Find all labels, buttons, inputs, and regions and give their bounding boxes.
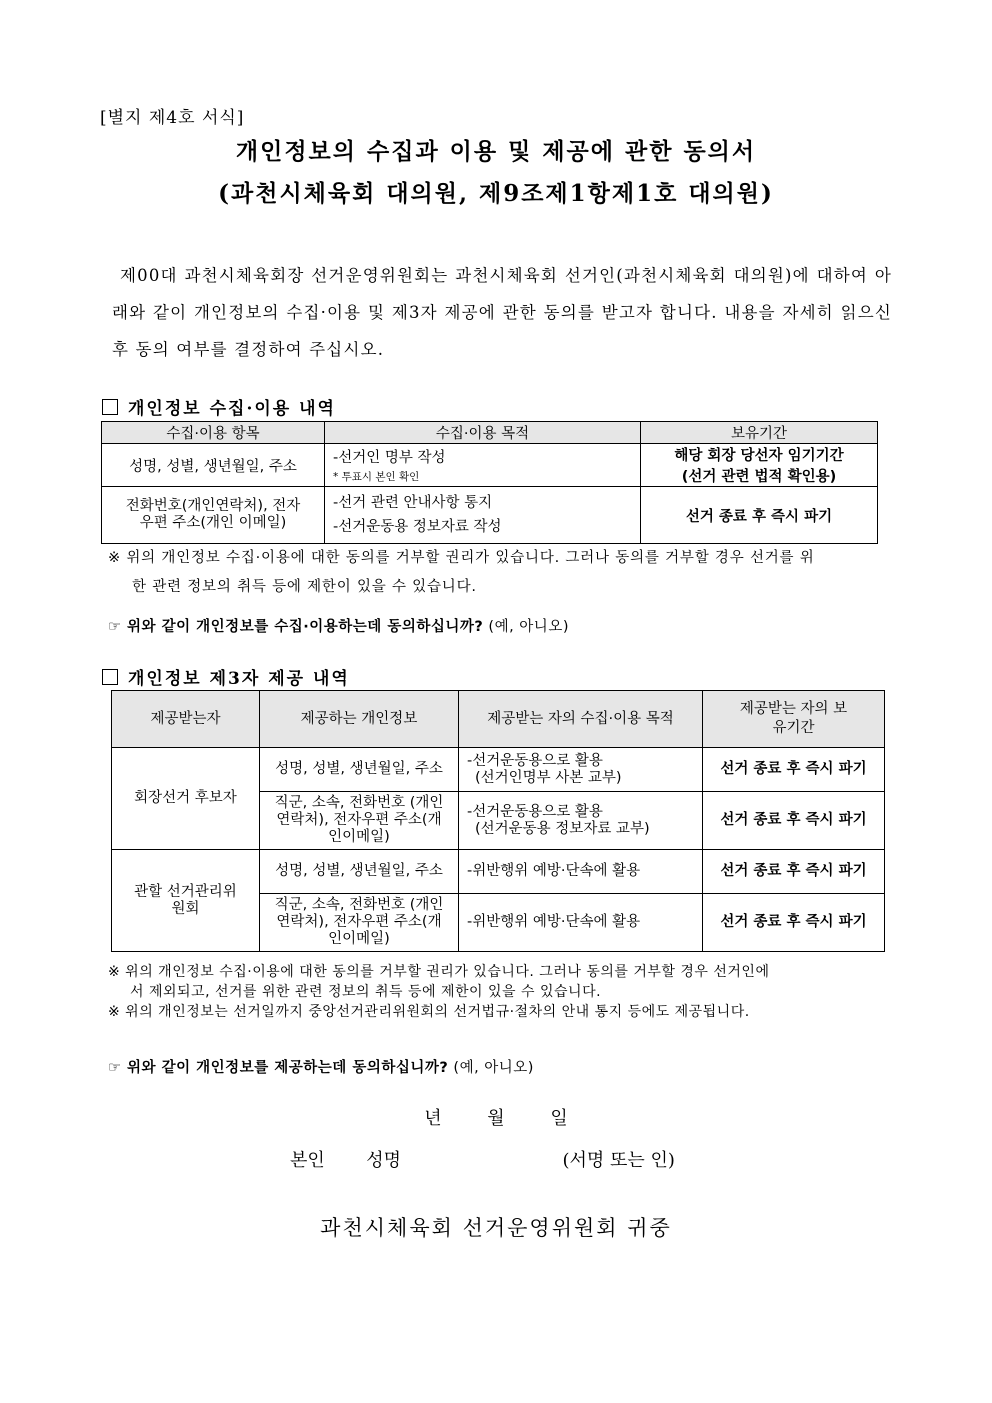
checkbox-square-icon <box>102 399 118 415</box>
addressee: 과천시체육회 선거운영위원회 귀중 <box>320 1216 672 1240</box>
section2-consent-question <box>108 1056 534 1077</box>
collection-table <box>101 421 878 544</box>
name-label[interactable]: 성명 <box>366 1150 402 1171</box>
recipient-cell: 관할 선거관리위원회 <box>112 850 260 952</box>
note-text: ※ 위의 개인정보 수집·이용에 대한 동의를 거부할 권리가 있습니다. 그러나 동의를 거부할 경우 선거를 위 <box>108 550 815 566</box>
answer-options[interactable]: (예, 아니오) <box>453 1060 534 1076</box>
note-text: 한 관련 정보의 취득 등에 제한이 있을 수 있습니다. <box>132 579 477 595</box>
table-cell: -위반행위 예방·단속에 활용 <box>459 850 703 894</box>
column-header: 보유기간 <box>641 422 878 444</box>
table-cell: 직군, 소속, 전화번호 (개인연락처), 전자우편 주소(개인이메일) <box>260 792 459 850</box>
answer-options[interactable]: (예, 아니오) <box>488 619 569 635</box>
table-cell: 선거 종료 후 즉시 파기 <box>703 850 885 894</box>
table-cell: 성명, 성별, 생년월일, 주소 <box>260 850 459 894</box>
section2-heading <box>102 664 350 689</box>
document-subtitle: (과천시체육회 대의원, 제9조제1항제1호 대의원) <box>218 180 774 207</box>
table-cell: 성명, 성별, 생년월일, 주소 <box>102 444 325 487</box>
section2-note <box>108 962 898 1022</box>
document-title: 개인정보의 수집과 이용 및 제공에 관한 동의서 <box>235 138 757 165</box>
table-cell: -위반행위 예방·단속에 활용 <box>459 894 703 952</box>
provision-table <box>111 690 885 952</box>
date-line: 년 월 일 <box>424 1108 568 1129</box>
table-cell: 직군, 소속, 전화번호 (개인연락처), 전자우편 주소(개인이메일) <box>260 894 459 952</box>
signature-line <box>290 1146 675 1172</box>
form-number: [별지 제4호 서식] <box>100 108 245 128</box>
column-header: 수집·이용 항목 <box>102 422 325 444</box>
table-cell: 전화번호(개인연락처), 전자우편 주소(개인 이메일) <box>102 487 325 544</box>
recipient-cell: 회장선거 후보자 <box>112 748 260 850</box>
self-label: 본인 <box>290 1150 325 1171</box>
section2-heading-text: 개인정보 제3자 제공 내역 <box>128 669 350 689</box>
table-row <box>112 748 885 792</box>
section1-heading <box>102 394 336 419</box>
table-cell <box>641 444 878 487</box>
purpose-text: (선거인명부 사본 교부) <box>475 769 622 786</box>
column-header: 제공받는 자의 수집·이용 목적 <box>459 691 703 748</box>
checkbox-square-icon <box>102 669 118 685</box>
question-text: ☞ 위와 같이 개인정보를 수집·이용하는데 동의하십니까? <box>108 619 484 635</box>
section1-consent-question <box>108 615 569 636</box>
note-text: 서 제외되고, 선거를 위한 관련 정보의 취득 등에 제한이 있을 수 있습니다. <box>130 984 602 1000</box>
table-cell <box>325 487 641 544</box>
table-cell: 선거 종료 후 즉시 파기 <box>703 894 885 952</box>
column-header: 제공받는자 <box>112 691 260 748</box>
table-cell <box>459 748 703 792</box>
question-text: ☞ 위와 같이 개인정보를 제공하는데 동의하십니까? <box>108 1060 449 1076</box>
note-text: ※ 위의 개인정보는 선거일까지 중앙선거관리위원회의 선거법규·절차의 안내 통지 등에도 제공됩니다. <box>108 1004 750 1020</box>
table-cell: 선거 종료 후 즉시 파기 <box>641 487 878 544</box>
purpose-text: -선거운동용으로 활용 <box>467 752 603 769</box>
column-header: 수집·이용 목적 <box>325 422 641 444</box>
note-text: ※ 위의 개인정보 수집·이용에 대한 동의를 거부할 권리가 있습니다. 그러나 동의를 거부할 경우 선거인에 <box>108 964 770 980</box>
table-header-row <box>112 691 885 748</box>
table-header-row <box>102 422 878 444</box>
table-row <box>102 487 878 544</box>
table-row <box>112 850 885 894</box>
purpose-note: * 투표시 본인 확인 <box>333 471 420 483</box>
purpose-text: (선거운동용 정보자료 교부) <box>475 820 650 837</box>
table-cell: 성명, 성별, 생년월일, 주소 <box>260 748 459 792</box>
section1-heading-text: 개인정보 수집·이용 내역 <box>128 399 336 419</box>
table-cell <box>325 444 641 487</box>
table-row <box>102 444 878 487</box>
table-cell: 선거 종료 후 즉시 파기 <box>703 748 885 792</box>
purpose-text: -선거운동용 정보자료 작성 <box>333 519 502 535</box>
purpose-text: -선거인 명부 작성 <box>333 450 446 466</box>
table-cell <box>459 792 703 850</box>
purpose-text: -선거운동용으로 활용 <box>467 803 603 820</box>
period-text: 해당 회장 당선자 임기기간 <box>674 448 844 464</box>
period-text: (선거 관련 법적 확인용) <box>681 469 837 485</box>
purpose-text: -선거 관련 안내사항 통지 <box>333 495 493 511</box>
section1-note <box>108 544 893 602</box>
table-cell: 선거 종료 후 즉시 파기 <box>703 792 885 850</box>
column-header: 제공받는 자의 보유기간 <box>703 691 885 748</box>
signature-field[interactable]: (서명 또는 인) <box>562 1150 675 1171</box>
column-header: 제공하는 개인정보 <box>260 691 459 748</box>
intro-paragraph: 제00대 과천시체육회장 선거운영위원회는 과천시체육회 선거인(과천시체육회 대의원)에 대하여 아래와 같이 개인정보의 수집·이용 및 제3자 제공에 관한 동의를 받고자 합니다. 내용을 자세히 읽으신 후 동의 여부를 결정하여 주십시오. <box>112 266 892 359</box>
